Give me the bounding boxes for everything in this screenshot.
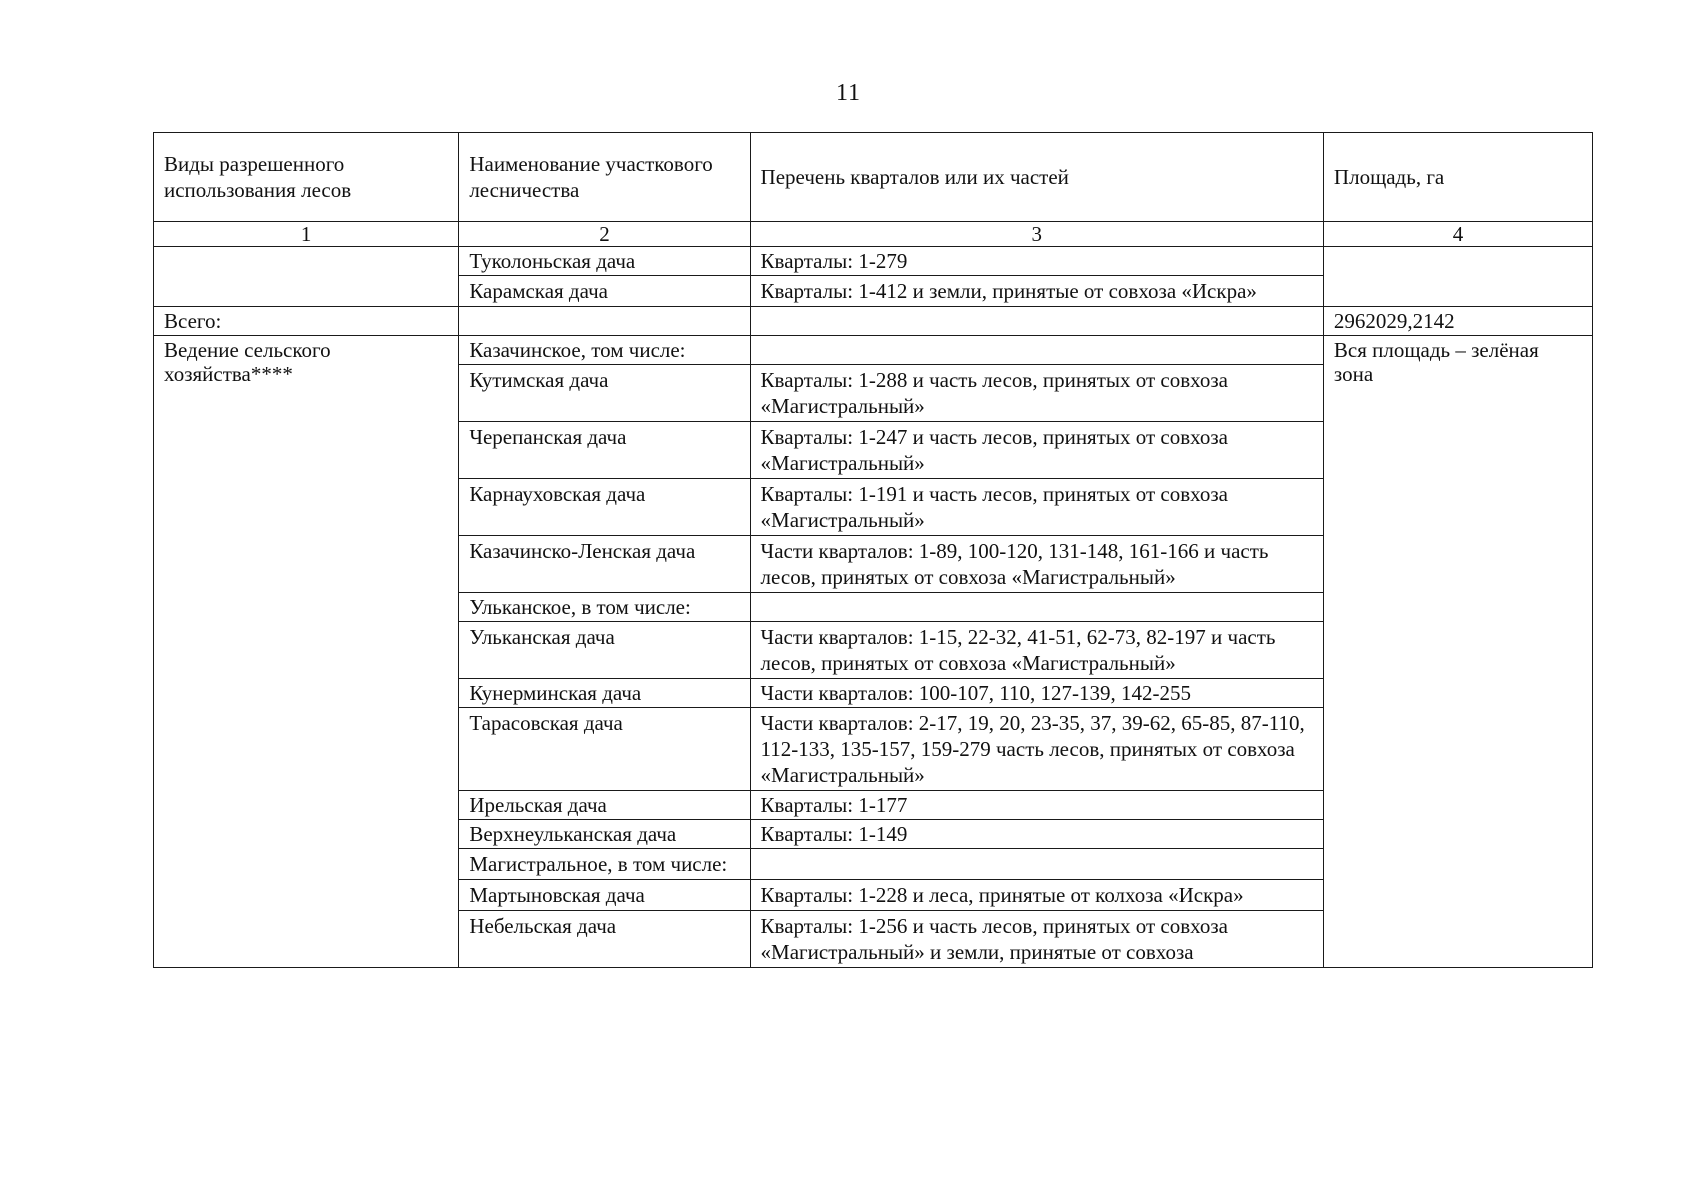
forestry-cell: Казачинское, том числе:	[459, 336, 750, 365]
quarters-cell: Кварталы: 1-288 и часть лесов, принятых от совхоза «Магистральный»	[750, 365, 1323, 422]
area-cell: Вся площадь – зелёная зона	[1323, 336, 1592, 968]
forestry-cell: Карамская дача	[459, 276, 750, 307]
column-number-row	[154, 222, 1593, 247]
forestry-cell: Мартыновская дача	[459, 880, 750, 911]
quarters-cell: Части кварталов: 100-107, 110, 127-139, 142-255	[750, 679, 1323, 708]
quarters-cell: Кварталы: 1-177	[750, 791, 1323, 820]
forest-use-table	[153, 132, 1593, 968]
header-quarters-list: Перечень кварталов или их частей	[750, 133, 1323, 222]
forestry-cell: Кунерминская дача	[459, 679, 750, 708]
forestry-cell: Кутимская дача	[459, 365, 750, 422]
total-label: Всего:	[154, 307, 459, 336]
table-row	[154, 247, 1593, 276]
quarters-cell: Кварталы: 1-228 и леса, принятые от колхоза «Искра»	[750, 880, 1323, 911]
quarters-cell	[750, 336, 1323, 365]
forestry-cell: Небельская дача	[459, 911, 750, 968]
forestry-cell: Магистральное, в том числе:	[459, 849, 750, 880]
quarters-cell	[750, 849, 1323, 880]
column-number: 2	[459, 222, 750, 247]
area-cell	[1323, 247, 1592, 307]
forestry-cell: Ульканское, в том числе:	[459, 593, 750, 622]
quarters-cell: Части кварталов: 2-17, 19, 20, 23-35, 37, 39-62, 65-85, 87-110, 112-133, 135-157, 159-279 часть лесов, принятых от совхоза «Магистральный»	[750, 708, 1323, 791]
table-header-row	[154, 133, 1593, 222]
page-number: 11	[835, 80, 862, 106]
quarters-cell: Кварталы: 1-247 и часть лесов, принятых от совхоза «Магистральный»	[750, 422, 1323, 479]
forestry-cell: Черепанская дача	[459, 422, 750, 479]
quarters-cell	[750, 307, 1323, 336]
quarters-cell: Кварталы: 1-256 и часть лесов, принятых от совхоза «Магистральный» и земли, принятые от совхоза	[750, 911, 1323, 968]
quarters-cell: Кварталы: 1-149	[750, 820, 1323, 849]
quarters-cell	[750, 593, 1323, 622]
quarters-cell: Части кварталов: 1-89, 100-120, 131-148, 161-166 и часть лесов, принятых от совхоза «Магистральный»	[750, 536, 1323, 593]
column-number: 3	[750, 222, 1323, 247]
table-row-total	[154, 307, 1593, 336]
use-type-cell	[154, 247, 459, 307]
column-number: 1	[154, 222, 459, 247]
forestry-cell: Карнауховская дача	[459, 479, 750, 536]
forestry-cell: Туколоньская дача	[459, 247, 750, 276]
forestry-cell	[459, 307, 750, 336]
quarters-cell: Кварталы: 1-191 и часть лесов, принятых от совхоза «Магистральный»	[750, 479, 1323, 536]
forestry-cell: Ирельская дача	[459, 791, 750, 820]
quarters-cell: Кварталы: 1-279	[750, 247, 1323, 276]
header-area: Площадь, га	[1323, 133, 1592, 222]
quarters-cell: Кварталы: 1-412 и земли, принятые от совхоза «Искра»	[750, 276, 1323, 307]
total-area-value: 2962029,2142	[1323, 307, 1592, 336]
use-type-cell: Ведение сельского хозяйства****	[154, 336, 459, 968]
quarters-cell: Части кварталов: 1-15, 22-32, 41-51, 62-73, 82-197 и часть лесов, принятых от совхоза «Магистральный»	[750, 622, 1323, 679]
header-use-types: Виды разрешенного использования лесов	[154, 133, 459, 222]
column-number: 4	[1323, 222, 1592, 247]
header-forestry-name: Наименование участкового лесничества	[459, 133, 750, 222]
forestry-cell: Ульканская дача	[459, 622, 750, 679]
table-row	[154, 336, 1593, 365]
forestry-cell: Казачинско-Ленская дача	[459, 536, 750, 593]
forestry-cell: Тарасовская дача	[459, 708, 750, 791]
forestry-cell: Верхнеульканская дача	[459, 820, 750, 849]
